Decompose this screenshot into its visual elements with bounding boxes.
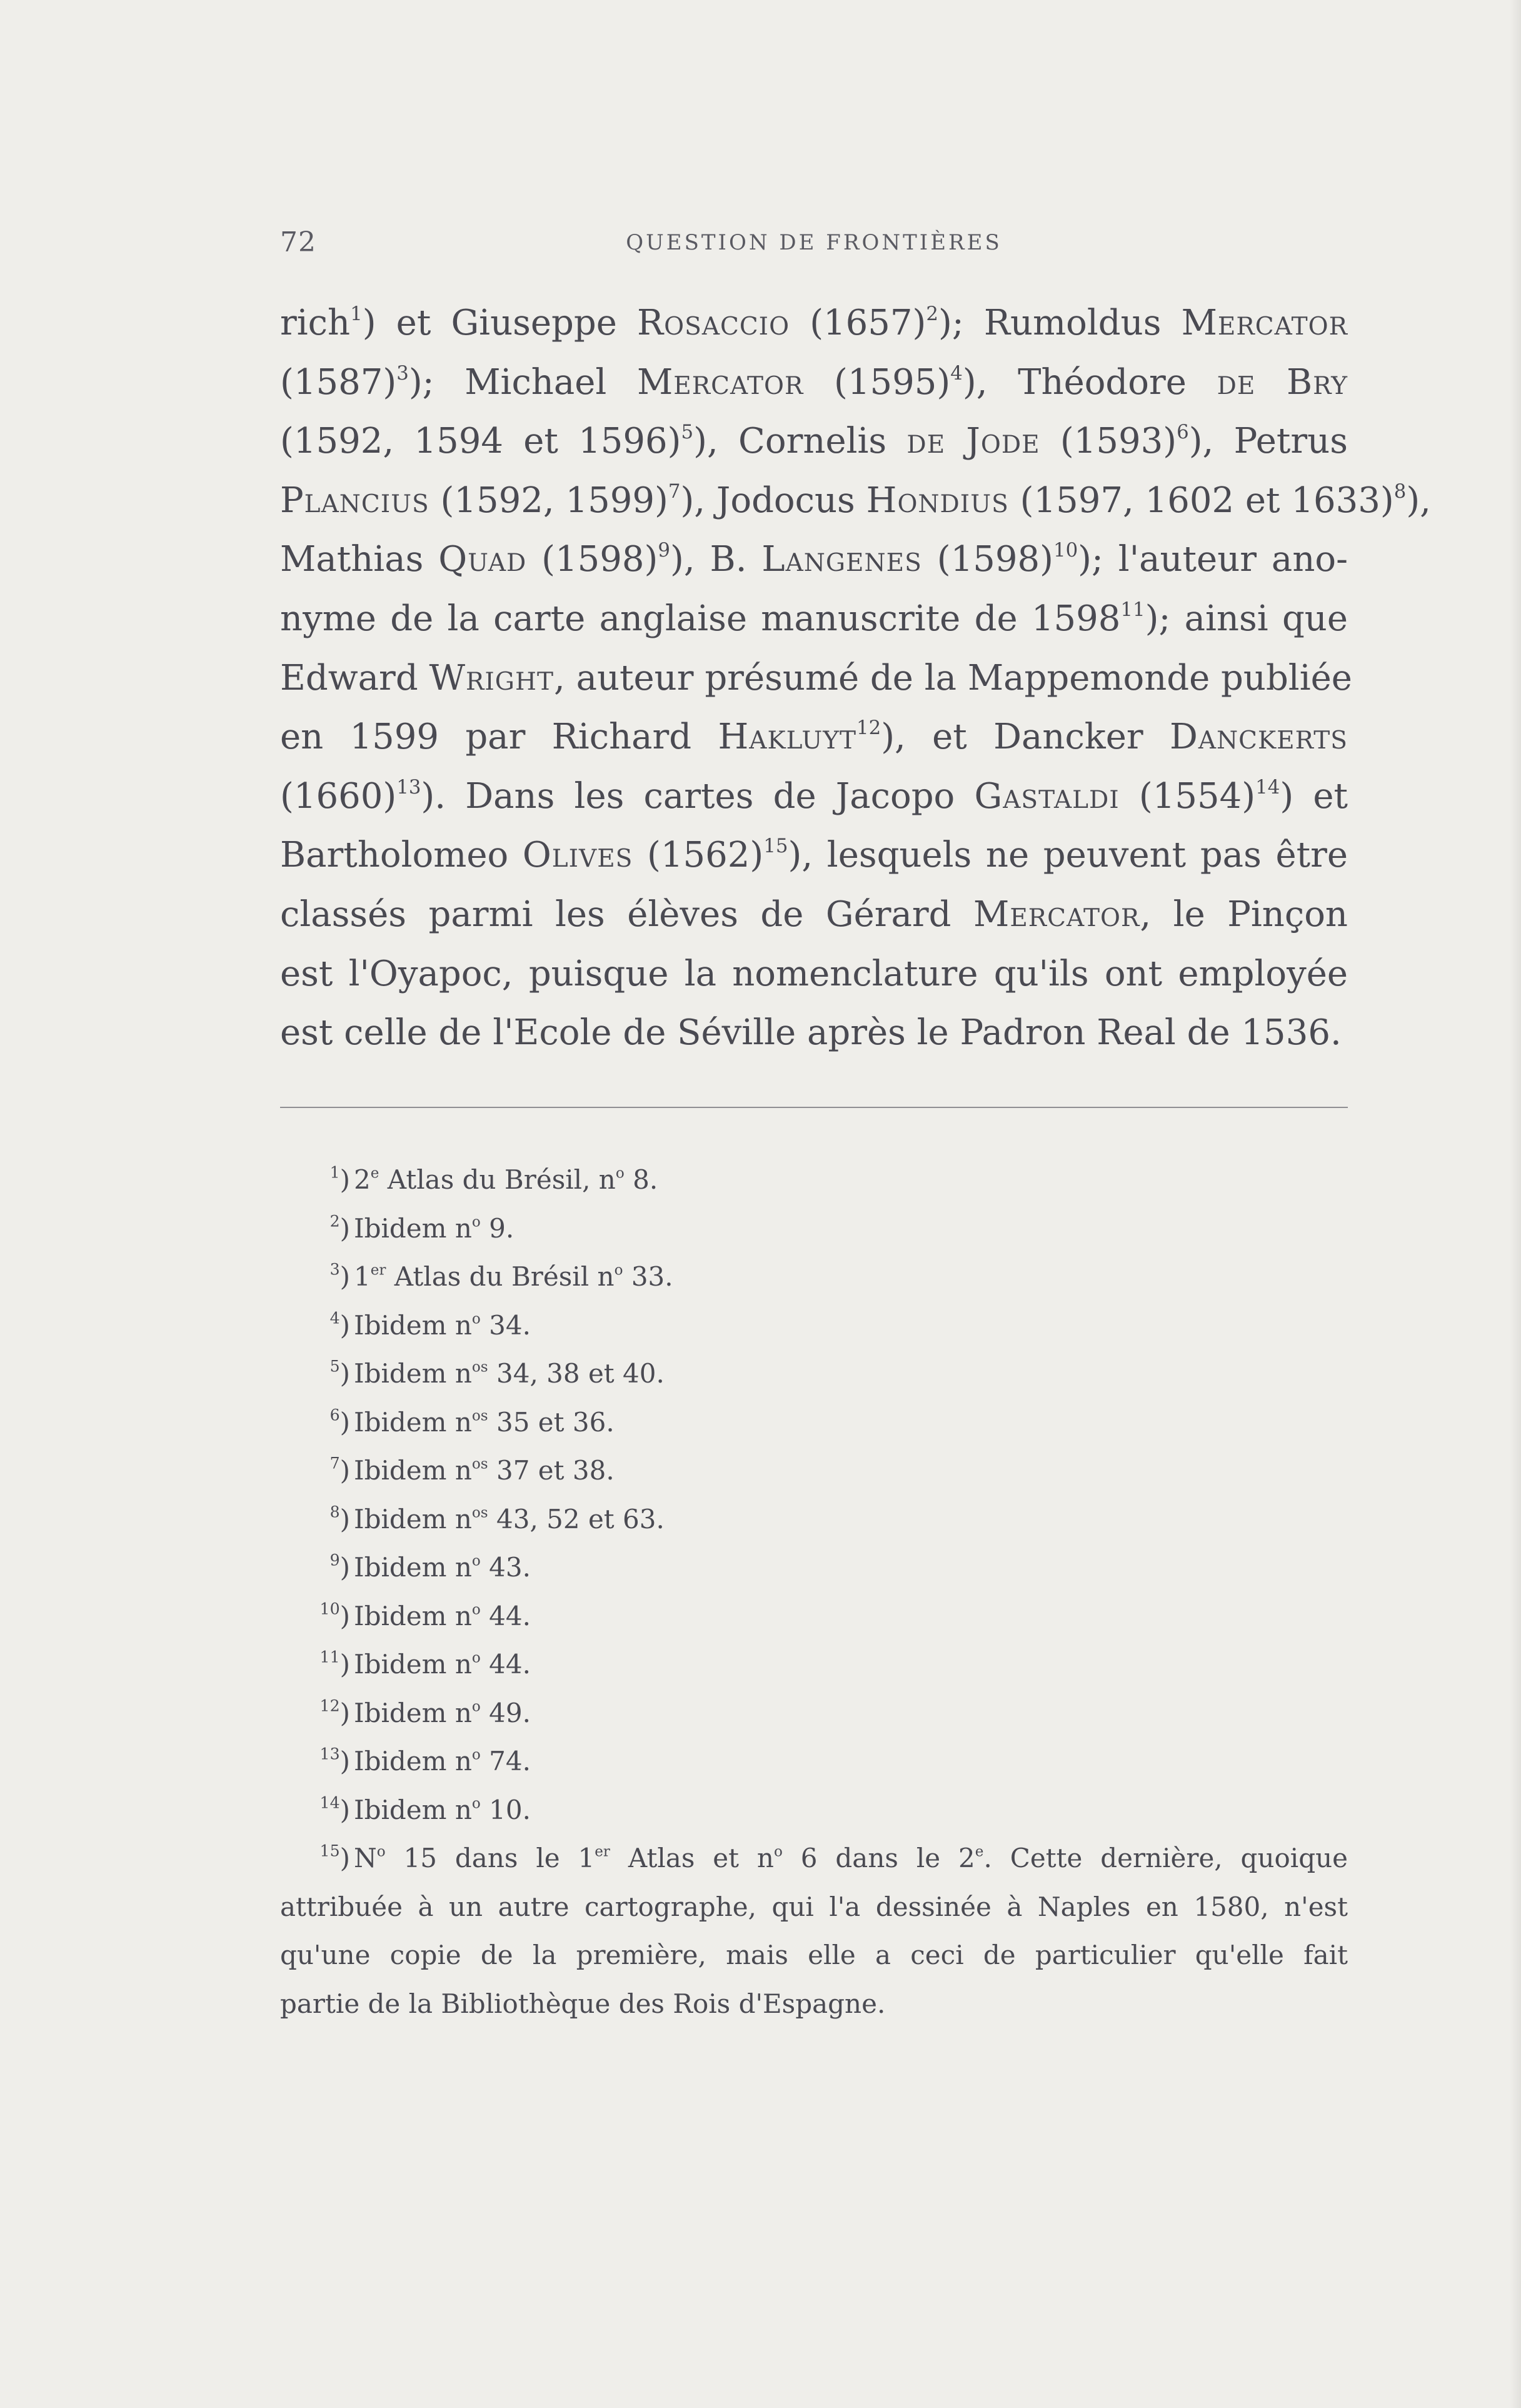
page-number: 72 xyxy=(280,226,316,258)
footnote-line xyxy=(280,1834,1348,1883)
text-run: rich xyxy=(280,303,351,343)
text-run: Ibidem n xyxy=(354,1794,472,1825)
body-paragraph xyxy=(280,294,1431,1063)
text-run: (1598) xyxy=(921,539,1053,580)
footnotes xyxy=(280,1156,1348,2028)
body-line xyxy=(280,294,1348,353)
footnote xyxy=(280,1592,1348,1641)
text-run: Bartholomeo xyxy=(280,835,523,876)
footnote-marker: $^5$) xyxy=(329,1357,350,1389)
footnote-marker: $^4$) xyxy=(329,1308,350,1341)
text-run: est celle de l'Ecole de Séville après le Padron Real de 1536. xyxy=(280,1012,1342,1054)
text-run: partie de la Bibliothèque des Rois d'Espagne. xyxy=(280,1988,886,2019)
text-run: (1660) xyxy=(280,775,397,817)
text-run: N xyxy=(354,1843,377,1873)
text-run: nyme de la carte anglaise manuscrite de 1598 xyxy=(280,598,1121,639)
text-run: ), xyxy=(1406,480,1431,521)
footnote-line xyxy=(280,1980,1348,2028)
text-run: classés parmi les élèves de Gérard xyxy=(280,894,973,935)
superscript: 13 xyxy=(396,775,421,798)
text-run: 34. xyxy=(480,1309,531,1341)
text-run: Atlas du Brésil, n xyxy=(379,1164,616,1195)
text-run: ) et Giuseppe xyxy=(362,303,637,343)
body-line xyxy=(280,767,1348,827)
running-head xyxy=(280,226,1348,259)
text-run: ), Jodocus xyxy=(680,480,866,521)
body-line xyxy=(280,885,1348,945)
text-run: en 1599 par Richard xyxy=(280,717,718,758)
text-run: ); ainsi que xyxy=(1145,598,1348,639)
footnote-marker: $^3$) xyxy=(329,1260,350,1292)
small-caps-name: Quad xyxy=(438,539,527,580)
footnote xyxy=(280,1543,1348,1592)
text-run: 10. xyxy=(480,1794,531,1825)
superscript: os xyxy=(471,1408,488,1424)
superscript: o xyxy=(471,1795,481,1812)
text-run: Edward xyxy=(280,657,429,698)
running-title: QUESTION DE FRONTIÈRES xyxy=(626,230,1002,255)
superscript: 15 xyxy=(763,835,788,858)
text-run: (1554) xyxy=(1119,775,1256,817)
text-run: 33. xyxy=(623,1261,673,1292)
body-line xyxy=(280,530,1348,590)
footnote-number: 4 xyxy=(329,1308,340,1327)
footnote-line xyxy=(280,1931,1348,1980)
text-run: 8. xyxy=(624,1164,658,1195)
small-caps-name: Plancius xyxy=(280,480,429,521)
footnote xyxy=(280,1495,1348,1544)
small-caps-name: Rosaccio xyxy=(636,303,790,343)
text-run: qu'une copie de la première, mais elle a ceci de particulier qu'elle fait xyxy=(280,1940,1348,1970)
text-run: Ibidem n xyxy=(354,1503,472,1534)
superscript: os xyxy=(471,1504,488,1521)
superscript: e xyxy=(975,1843,984,1860)
text-run: 34, 38 et 40. xyxy=(488,1358,665,1389)
footnote-number: 2 xyxy=(329,1211,340,1230)
superscript: os xyxy=(471,1456,488,1473)
text-run: 9. xyxy=(480,1212,515,1244)
text-run: ), et Dancker xyxy=(881,717,1170,758)
text-run: , auteur présumé de la Mappemonde publiée xyxy=(553,657,1352,698)
superscript: 2 xyxy=(926,302,939,325)
text-run: ); Michael xyxy=(408,361,637,403)
text-run: Ibidem n xyxy=(354,1406,472,1438)
superscript: 11 xyxy=(1120,598,1145,621)
page-edge-shadow xyxy=(1510,0,1521,2408)
superscript: o xyxy=(773,1843,783,1860)
footnote-number: 6 xyxy=(329,1405,340,1424)
text-run: Ibidem n xyxy=(354,1358,472,1389)
superscript: e xyxy=(370,1165,379,1182)
footnote-marker: $^{10}$) xyxy=(319,1599,350,1631)
body-line xyxy=(280,649,1352,708)
text-run: 49. xyxy=(480,1697,531,1728)
footnote-marker: $^1$) xyxy=(329,1163,350,1195)
text-run: Ibidem n xyxy=(354,1309,472,1341)
text-run: (1598) xyxy=(526,539,658,580)
footnote xyxy=(280,1398,1348,1447)
footnote-line xyxy=(280,1883,1348,1932)
text-run: 43. xyxy=(480,1552,531,1583)
footnote xyxy=(280,1640,1348,1689)
small-caps-name: Mercator xyxy=(1181,303,1348,343)
small-caps-name: Hakluyt xyxy=(718,717,856,758)
superscript: 1 xyxy=(350,302,363,325)
superscript: o xyxy=(471,1650,481,1666)
small-caps-name: Olives xyxy=(522,835,633,876)
text-run: 1 xyxy=(354,1261,371,1292)
footnote-marker: $^{12}$) xyxy=(319,1696,350,1728)
text-run: ), Théodore xyxy=(962,361,1217,403)
footnote-marker: $^{15}$) xyxy=(319,1841,350,1873)
superscript: o xyxy=(471,1214,481,1231)
footnote-marker: $^{14}$) xyxy=(319,1793,350,1825)
body-line xyxy=(280,471,1431,531)
text-run: (1657) xyxy=(790,303,926,343)
superscript: 10 xyxy=(1053,539,1078,562)
text-run: Ibidem n xyxy=(354,1649,472,1680)
superscript: o xyxy=(614,1262,623,1279)
footnote-number: 12 xyxy=(319,1696,340,1715)
text-run: (1593) xyxy=(1040,421,1177,462)
footnote-number: 8 xyxy=(329,1502,340,1521)
footnote xyxy=(280,1446,1348,1495)
footnote-number: 3 xyxy=(329,1260,340,1279)
footnote xyxy=(280,1204,1348,1253)
text-run: Atlas du Brésil n xyxy=(386,1261,615,1292)
small-caps-name: de Bry xyxy=(1217,361,1348,403)
footnote xyxy=(280,1301,1348,1350)
superscript: er xyxy=(370,1262,386,1279)
superscript: er xyxy=(595,1843,610,1860)
text-run: 43, 52 et 63. xyxy=(488,1503,665,1534)
footnote-number: 1 xyxy=(329,1163,340,1182)
footnote-number: 5 xyxy=(329,1357,340,1376)
superscript: o xyxy=(471,1553,481,1569)
text-run: ) et xyxy=(1280,775,1348,817)
footnote xyxy=(280,1786,1348,1835)
text-run: Ibidem n xyxy=(354,1697,472,1728)
text-run: , le Pinçon xyxy=(1140,894,1348,935)
text-run: attribuée à un autre cartographe, qui l'a dessinée à Naples en 1580, n'est xyxy=(280,1891,1348,1922)
footnote-marker: $^7$) xyxy=(329,1454,350,1486)
small-caps-name: Mercator xyxy=(973,894,1140,935)
text-run: Ibidem n xyxy=(354,1212,472,1244)
footnote-number: 9 xyxy=(329,1551,340,1569)
footnote xyxy=(280,1737,1348,1786)
footnote-marker: $^9$) xyxy=(329,1551,350,1583)
superscript: o xyxy=(471,1746,481,1763)
text-run: 6 dans le 2 xyxy=(782,1843,975,1873)
text-run: (1592, 1599) xyxy=(429,480,668,521)
small-caps-name: Gastaldi xyxy=(974,775,1120,817)
text-run: 35 et 36. xyxy=(488,1406,615,1438)
text-run: ), Cornelis xyxy=(693,421,907,462)
footnote xyxy=(280,1252,1348,1301)
small-caps-name: de Jode xyxy=(906,421,1040,462)
text-run: Mathias xyxy=(280,539,439,580)
footnote xyxy=(280,1689,1348,1738)
body-line xyxy=(280,945,1348,1004)
superscript: 3 xyxy=(396,361,409,385)
small-caps-name: Langenes xyxy=(761,539,922,580)
text-run: ), B. xyxy=(670,539,762,580)
text-run: Atlas et n xyxy=(610,1843,774,1873)
small-caps-name: Danckerts xyxy=(1169,717,1348,758)
body-line xyxy=(280,708,1348,767)
footnote-separator-rule xyxy=(280,1107,1348,1108)
superscript: 6 xyxy=(1177,421,1189,444)
text-run: . Cette dernière, quoique xyxy=(983,1843,1348,1873)
footnote xyxy=(280,1156,1348,1204)
text-run: ). Dans les cartes de Jacopo xyxy=(421,775,975,817)
footnote-marker: $^6$) xyxy=(329,1405,350,1438)
superscript: o xyxy=(615,1165,625,1182)
footnote-long xyxy=(280,1834,1348,2028)
small-caps-name: Wright xyxy=(429,657,554,698)
footnote-marker: $^{11}$) xyxy=(319,1648,350,1680)
text-run: 44. xyxy=(480,1649,531,1680)
superscript: 12 xyxy=(856,717,881,740)
text-run: 2 xyxy=(354,1164,371,1195)
text-run: ), lesquels ne peuvent pas être xyxy=(788,835,1348,876)
superscript: o xyxy=(376,1843,386,1860)
text-run: (1595) xyxy=(803,361,951,403)
superscript: 4 xyxy=(950,361,963,385)
footnote-number: 13 xyxy=(319,1745,340,1763)
superscript: 8 xyxy=(1393,480,1407,503)
superscript: 14 xyxy=(1255,775,1280,798)
superscript: 7 xyxy=(668,480,681,503)
text-run: Ibidem n xyxy=(354,1746,472,1776)
footnote-marker: $^8$) xyxy=(329,1502,350,1534)
body-line xyxy=(280,826,1348,885)
text-run: 37 et 38. xyxy=(488,1455,615,1486)
text-run: (1597, 1602 et 1633) xyxy=(1008,480,1394,521)
text-run: Ibidem n xyxy=(354,1600,472,1631)
text-run: 44. xyxy=(480,1600,531,1631)
text-run: 15 dans le 1 xyxy=(385,1843,595,1873)
body-line xyxy=(280,1004,1348,1063)
body-line xyxy=(280,412,1348,471)
text-run: 74. xyxy=(480,1746,531,1776)
superscript: o xyxy=(471,1698,481,1715)
superscript: 9 xyxy=(658,539,670,562)
superscript: os xyxy=(471,1359,488,1376)
footnote-number: 14 xyxy=(319,1793,340,1811)
small-caps-name: Mercator xyxy=(636,361,804,403)
footnote-number: 11 xyxy=(319,1648,340,1666)
footnote-number: 15 xyxy=(319,1841,340,1860)
footnote-number: 10 xyxy=(319,1599,340,1618)
superscript: o xyxy=(471,1601,481,1618)
text-run: ); l'auteur ano- xyxy=(1078,539,1348,580)
footnote-marker: $^2$) xyxy=(329,1211,350,1244)
text-run: (1592, 1594 et 1596) xyxy=(280,421,681,462)
superscript: o xyxy=(471,1311,481,1327)
text-run: ); Rumoldus xyxy=(938,303,1182,343)
text-run: ), Petrus xyxy=(1188,421,1348,462)
text-run: est l'Oyapoc, puisque la nomenclature qu'ils ont employée xyxy=(280,953,1348,994)
footnote-number: 7 xyxy=(329,1454,340,1473)
text-run: (1562) xyxy=(633,835,764,876)
small-caps-name: Hondius xyxy=(866,480,1009,521)
text-run: Ibidem n xyxy=(354,1455,472,1486)
body-line xyxy=(280,353,1348,413)
footnote xyxy=(280,1349,1348,1398)
body-line xyxy=(280,590,1348,649)
text-run: (1587) xyxy=(280,361,397,403)
footnote-marker: $^{13}$) xyxy=(319,1745,350,1776)
superscript: 5 xyxy=(681,421,694,444)
text-run: Ibidem n xyxy=(354,1552,472,1583)
